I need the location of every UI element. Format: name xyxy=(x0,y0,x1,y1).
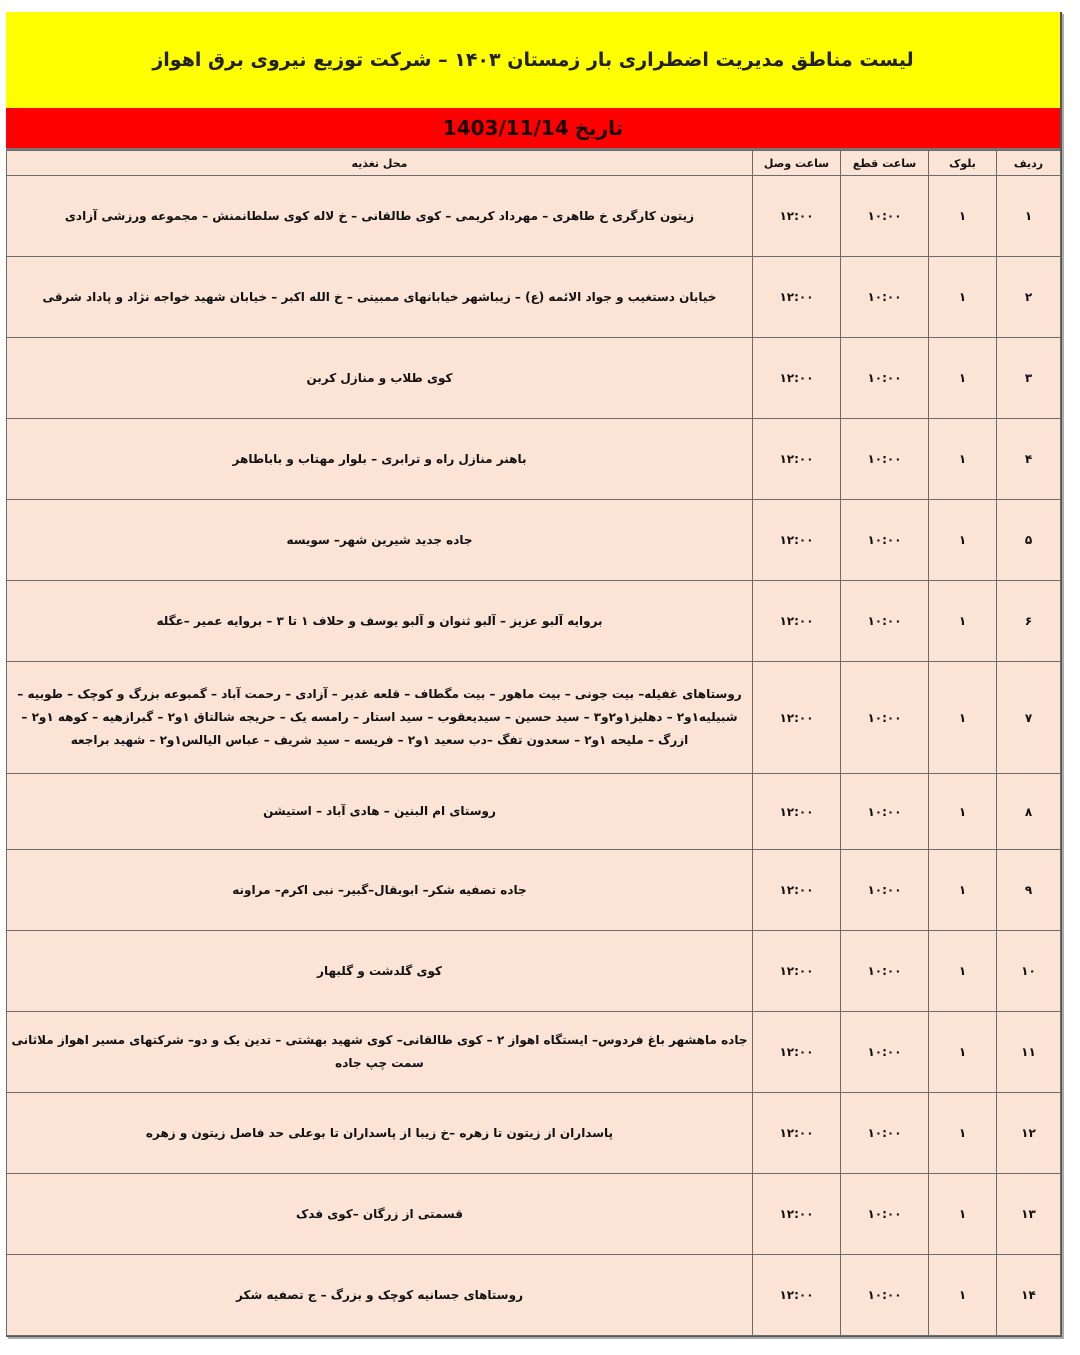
block-cell: ۱ xyxy=(929,500,997,581)
cut-time-cell: ۱۰:۰۰ xyxy=(841,1174,929,1255)
table-row xyxy=(7,931,1061,1012)
location-cell: خیابان دستغیب و جواد الائمه (ع) – زیباشهر خیابانهای ممبینی – خ الله اکبر – خیابان شهید خواجه نژاد و پاداد شرقی xyxy=(7,257,753,338)
cut-time-cell: ۱۰:۰۰ xyxy=(841,176,929,257)
cut-time-cell: ۱۰:۰۰ xyxy=(841,338,929,419)
row-number-cell: ۳ xyxy=(997,338,1061,419)
location-cell: زیتون کارگری خ طاهری – مهرداد کریمی – کوی طالقانی – خ لاله کوی سلطانمنش – مجموعه ورزشی آزادی xyxy=(7,176,753,257)
connect-time-cell: ۱۲:۰۰ xyxy=(753,500,841,581)
cut-time-cell: ۱۰:۰۰ xyxy=(841,257,929,338)
connect-time-cell: ۱۲:۰۰ xyxy=(753,931,841,1012)
cut-time-cell: ۱۰:۰۰ xyxy=(841,1093,929,1174)
cut-time-cell: ۱۰:۰۰ xyxy=(841,500,929,581)
connect-time-cell: ۱۲:۰۰ xyxy=(753,257,841,338)
table-row xyxy=(7,1012,1061,1093)
location-cell: پاسداران از زیتون تا زهره –خ زیبا از پاسداران تا بوعلی حد فاصل زیتون و زهره xyxy=(7,1093,753,1174)
location-cell: کوی گلدشت و گلبهار xyxy=(7,931,753,1012)
table-row xyxy=(7,500,1061,581)
connect-time-cell: ۱۲:۰۰ xyxy=(753,850,841,931)
connect-time-cell: ۱۲:۰۰ xyxy=(753,419,841,500)
location-cell: باهنر منازل راه و ترابری – بلوار مهتاب و باباطاهر xyxy=(7,419,753,500)
block-cell: ۱ xyxy=(929,338,997,419)
row-number-cell: ۹ xyxy=(997,850,1061,931)
location-cell: روستاهای جسانیه کوچک و بزرگ – ج تصفیه شکر xyxy=(7,1255,753,1336)
table-row xyxy=(7,1174,1061,1255)
block-cell: ۱ xyxy=(929,850,997,931)
location-cell: روستای ام البنین – هادی آباد – استیشن xyxy=(7,774,753,850)
block-cell: ۱ xyxy=(929,1255,997,1336)
row-number-cell: ۴ xyxy=(997,419,1061,500)
location-cell: بروایه آلبو عزیز – آلبو ثنوان و آلبو یوسف و حلاف ۱ تا ۳ – بروایه عمیر –عگله xyxy=(7,581,753,662)
location-cell: روستاهای غفیله– بیت جونی – بیت ماهور – بیت مگطاف – قلعه غدیر – آزادی – رحمت آباد – گمبوعه بزرگ و کوچک – طوبیه – شبیلیه۱و۲ – دهلیز۱و۲و۳ – سید حسین – سیدیعقوب – سید استار – رامسه یک – حریجه شالتاق ۱و۲ – گبرازهیه – کوهه ۱و۲ – ازرگ – ملیحه ۱و۲ – سعدون تفگ –دب سعید ۱و۲ – فریسه – سید شریف – عباس الیالس۱و۲ – شهید براجعه xyxy=(7,662,753,774)
table-row xyxy=(7,257,1061,338)
block-cell: ۱ xyxy=(929,1012,997,1093)
connect-time-cell: ۱۲:۰۰ xyxy=(753,338,841,419)
cut-time-cell: ۱۰:۰۰ xyxy=(841,662,929,774)
location-cell: جاده ماهشهر باغ فردوس– ایستگاه اهواز ۲ – کوی طالقانی– کوی شهید بهشتی – تدین یک و دو– شرکتهای مسیر اهواز ملاثانی سمت چپ جاده xyxy=(7,1012,753,1093)
row-number-cell: ۱۰ xyxy=(997,931,1061,1012)
connect-time-cell: ۱۲:۰۰ xyxy=(753,1255,841,1336)
row-number-cell: ۱۳ xyxy=(997,1174,1061,1255)
cut-time-cell: ۱۰:۰۰ xyxy=(841,774,929,850)
header-cut-time: ساعت قطع xyxy=(841,151,929,176)
row-number-cell: ۷ xyxy=(997,662,1061,774)
row-number-cell: ۱۲ xyxy=(997,1093,1061,1174)
cut-time-cell: ۱۰:۰۰ xyxy=(841,581,929,662)
header-block: بلوک xyxy=(929,151,997,176)
table-row xyxy=(7,850,1061,931)
block-cell: ۱ xyxy=(929,1174,997,1255)
block-cell: ۱ xyxy=(929,1093,997,1174)
block-cell: ۱ xyxy=(929,774,997,850)
row-number-cell: ۶ xyxy=(997,581,1061,662)
block-cell: ۱ xyxy=(929,581,997,662)
row-number-cell: ۸ xyxy=(997,774,1061,850)
cut-time-cell: ۱۰:۰۰ xyxy=(841,1012,929,1093)
table-row xyxy=(7,419,1061,500)
table-row xyxy=(7,176,1061,257)
connect-time-cell: ۱۲:۰۰ xyxy=(753,774,841,850)
cut-time-cell: ۱۰:۰۰ xyxy=(841,419,929,500)
table-row xyxy=(7,774,1061,850)
document-title xyxy=(6,12,1060,108)
table-row xyxy=(7,662,1061,774)
cut-time-cell: ۱۰:۰۰ xyxy=(841,931,929,1012)
connect-time-cell: ۱۲:۰۰ xyxy=(753,1093,841,1174)
row-number-cell: ۱ xyxy=(997,176,1061,257)
row-number-cell: ۲ xyxy=(997,257,1061,338)
connect-time-cell: ۱۲:۰۰ xyxy=(753,1174,841,1255)
table-row xyxy=(7,1255,1061,1336)
date-label: تاریخ xyxy=(574,116,624,140)
header-location: محل تغذیه xyxy=(7,151,753,176)
location-cell: جاده تصفیه شکر– ابوبقال–گبیر– نبی اکرم– مراونه xyxy=(7,850,753,931)
row-number-cell: ۵ xyxy=(997,500,1061,581)
connect-time-cell: ۱۲:۰۰ xyxy=(753,581,841,662)
header-row-number: ردیف xyxy=(997,151,1061,176)
row-number-cell: ۱۱ xyxy=(997,1012,1061,1093)
block-cell: ۱ xyxy=(929,931,997,1012)
header-connect-time: ساعت وصل xyxy=(753,151,841,176)
location-cell: جاده جدید شیرین شهر– سویسه xyxy=(7,500,753,581)
table-row xyxy=(7,338,1061,419)
location-cell: کوی طلاب و منازل کربن xyxy=(7,338,753,419)
table-row xyxy=(7,1093,1061,1174)
connect-time-cell: ۱۲:۰۰ xyxy=(753,662,841,774)
location-cell: قسمتی از زرگان –کوی فدک xyxy=(7,1174,753,1255)
date-value: 1403/11/14 xyxy=(442,116,569,140)
block-cell: ۱ xyxy=(929,176,997,257)
connect-time-cell: ۱۲:۰۰ xyxy=(753,176,841,257)
row-number-cell: ۱۴ xyxy=(997,1255,1061,1336)
block-cell: ۱ xyxy=(929,662,997,774)
cut-time-cell: ۱۰:۰۰ xyxy=(841,850,929,931)
title-text: لیست مناطق مدیریت اضطراری بار زمستان ۱۴۰۳ – شرکت توزیع نیروی برق اهواز xyxy=(152,49,914,71)
connect-time-cell: ۱۲:۰۰ xyxy=(753,1012,841,1093)
table-row xyxy=(7,581,1061,662)
table-header-row xyxy=(7,151,1061,176)
block-cell: ۱ xyxy=(929,419,997,500)
document-sheet xyxy=(6,12,1062,1337)
block-cell: ۱ xyxy=(929,257,997,338)
cut-time-cell: ۱۰:۰۰ xyxy=(841,1255,929,1336)
date-banner xyxy=(6,108,1060,150)
outage-schedule-table xyxy=(6,150,1061,1336)
